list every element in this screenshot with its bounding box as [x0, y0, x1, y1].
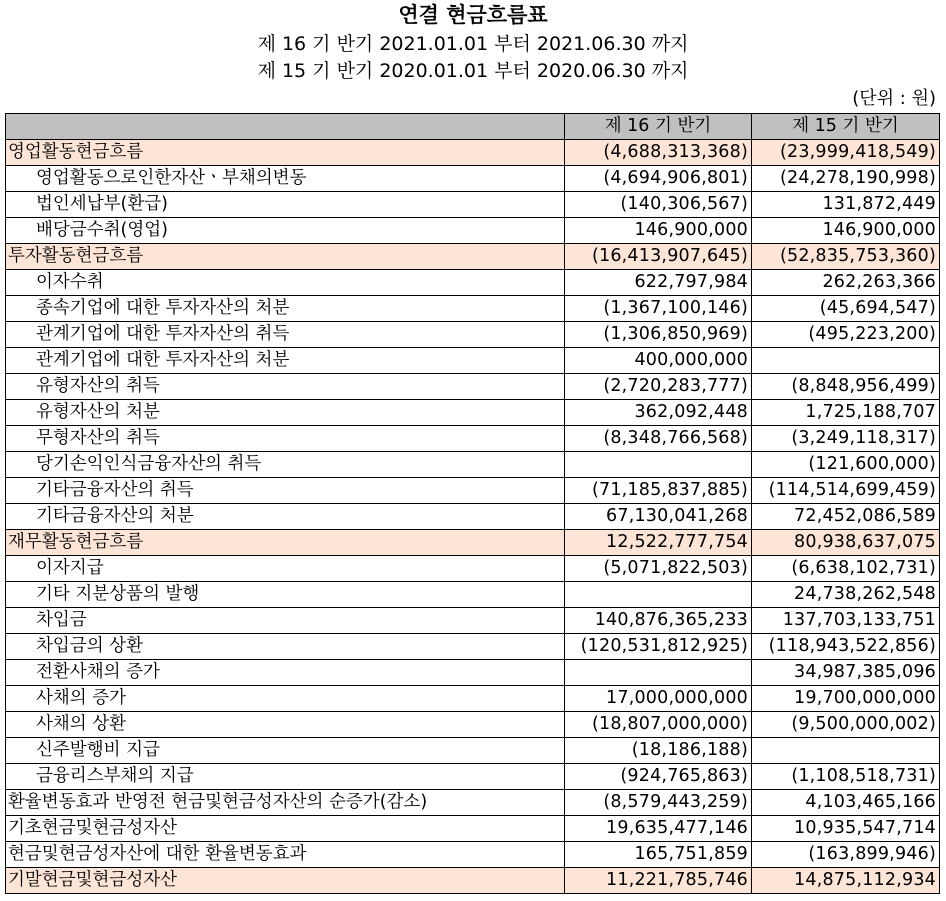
table-row [6, 842, 940, 868]
row-label: 법인세납부(환급) [6, 192, 565, 218]
row-previous-value: (114,514,699,459) [752, 478, 940, 504]
row-previous-value: 137,703,133,751 [752, 608, 940, 634]
table-row [6, 218, 940, 244]
row-label: 당기손익인식금융자산의 취득 [6, 452, 565, 478]
row-previous-value: (24,278,190,998) [752, 166, 940, 192]
row-previous-value: (3,249,118,317) [752, 426, 940, 452]
row-current-value: (120,531,812,925) [565, 634, 752, 660]
row-current-value: (2,720,283,777) [565, 374, 752, 400]
row-current-value: (18,186,188) [565, 738, 752, 764]
row-previous-value: 80,938,637,075 [752, 530, 940, 556]
row-label: 투자활동현금흐름 [6, 244, 565, 270]
table-row [6, 374, 940, 400]
row-previous-value: 72,452,086,589 [752, 504, 940, 530]
row-previous-value: (45,694,547) [752, 296, 940, 322]
header-label [6, 114, 565, 140]
row-previous-value: 34,987,385,096 [752, 660, 940, 686]
row-previous-value: 262,263,366 [752, 270, 940, 296]
table-row [6, 660, 940, 686]
row-label: 영업활동현금흐름 [6, 140, 565, 166]
header-current: 제 16 기 반기 [565, 114, 752, 140]
table-row [6, 322, 940, 348]
table-row [6, 296, 940, 322]
row-label: 기말현금및현금성자산 [6, 868, 565, 894]
table-header-row [6, 114, 940, 140]
row-label: 재무활동현금흐름 [6, 530, 565, 556]
row-label: 유형자산의 처분 [6, 400, 565, 426]
row-label: 기타금융자산의 취득 [6, 478, 565, 504]
row-current-value: 140,876,365,233 [565, 608, 752, 634]
row-previous-value: (121,600,000) [752, 452, 940, 478]
period-current: 제 16 기 반기 2021.01.01 부터 2021.06.30 까지 [257, 33, 689, 55]
table-row [6, 816, 940, 842]
row-previous-value: (9,500,000,002) [752, 712, 940, 738]
table-row [6, 790, 940, 816]
row-current-value: 12,522,777,754 [565, 530, 752, 556]
row-current-value: 362,092,448 [565, 400, 752, 426]
row-current-value [565, 452, 752, 478]
row-previous-value: 1,725,188,707 [752, 400, 940, 426]
row-current-value [565, 582, 752, 608]
table-row-section [6, 530, 940, 556]
row-current-value: 622,797,984 [565, 270, 752, 296]
row-previous-value: 10,935,547,714 [752, 816, 940, 842]
row-previous-value: (23,999,418,549) [752, 140, 940, 166]
table-row-section [6, 140, 940, 166]
row-previous-value: 146,900,000 [752, 218, 940, 244]
row-previous-value [752, 738, 940, 764]
row-current-value: (71,185,837,885) [565, 478, 752, 504]
table-row-section [6, 244, 940, 270]
row-label: 배당금수취(영업) [6, 218, 565, 244]
row-previous-value: (1,108,518,731) [752, 764, 940, 790]
row-label: 환율변동효과 반영전 현금및현금성자산의 순증가(감소) [6, 790, 565, 816]
period-previous: 제 15 기 반기 2020.01.01 부터 2020.06.30 까지 [257, 60, 689, 82]
row-current-value: (1,306,850,969) [565, 322, 752, 348]
row-label: 관계기업에 대한 투자자산의 취득 [6, 322, 565, 348]
row-current-value: (8,579,443,259) [565, 790, 752, 816]
row-previous-value: (163,899,946) [752, 842, 940, 868]
row-label: 신주발행비 지급 [6, 738, 565, 764]
row-current-value: 165,751,859 [565, 842, 752, 868]
table-row [6, 634, 940, 660]
row-label: 사채의 증가 [6, 686, 565, 712]
table-row [6, 166, 940, 192]
table-row [6, 348, 940, 374]
row-previous-value: (495,223,200) [752, 322, 940, 348]
table-row [6, 608, 940, 634]
table-row [6, 270, 940, 296]
row-label: 이자수취 [6, 270, 565, 296]
row-label: 차입금의 상환 [6, 634, 565, 660]
table-row [6, 192, 940, 218]
table-row [6, 556, 940, 582]
row-label: 종속기업에 대한 투자자산의 처분 [6, 296, 565, 322]
row-current-value: 146,900,000 [565, 218, 752, 244]
row-current-value: (4,694,906,801) [565, 166, 752, 192]
cash-flow-table [5, 113, 940, 894]
row-label: 전환사채의 증가 [6, 660, 565, 686]
header-previous: 제 15 기 반기 [752, 114, 940, 140]
row-previous-value: 4,103,465,166 [752, 790, 940, 816]
row-current-value: (4,688,313,368) [565, 140, 752, 166]
table-row [6, 582, 940, 608]
row-label: 차입금 [6, 608, 565, 634]
row-current-value: (8,348,766,568) [565, 426, 752, 452]
row-current-value: 400,000,000 [565, 348, 752, 374]
table-row [6, 686, 940, 712]
row-current-value: 11,221,785,746 [565, 868, 752, 894]
row-label: 영업활동으로인한자산ㆍ부채의변동 [6, 166, 565, 192]
row-current-value: (924,765,863) [565, 764, 752, 790]
table-row [6, 764, 940, 790]
row-label: 무형자산의 취득 [6, 426, 565, 452]
row-current-value: 17,000,000,000 [565, 686, 752, 712]
table-row [6, 426, 940, 452]
row-previous-value: 24,738,262,548 [752, 582, 940, 608]
table-body [6, 140, 940, 894]
row-previous-value [752, 348, 940, 374]
row-current-value: (5,071,822,503) [565, 556, 752, 582]
row-label: 기초현금및현금성자산 [6, 816, 565, 842]
row-label: 금융리스부채의 지급 [6, 764, 565, 790]
row-previous-value: (118,943,522,856) [752, 634, 940, 660]
table-row [6, 400, 940, 426]
statement-title: 연결 현금흐름표 [398, 3, 548, 27]
row-label: 관계기업에 대한 투자자산의 처분 [6, 348, 565, 374]
row-current-value: (1,367,100,146) [565, 296, 752, 322]
row-label: 이자지급 [6, 556, 565, 582]
row-label: 사채의 상환 [6, 712, 565, 738]
table-row [6, 504, 940, 530]
row-current-value: 19,635,477,146 [565, 816, 752, 842]
row-label: 현금및현금성자산에 대한 환율변동효과 [6, 842, 565, 868]
row-current-value: 67,130,041,268 [565, 504, 752, 530]
row-current-value: (140,306,567) [565, 192, 752, 218]
row-label: 기타 지분상품의 발행 [6, 582, 565, 608]
row-previous-value: (6,638,102,731) [752, 556, 940, 582]
table-row [6, 712, 940, 738]
row-label: 기타금융자산의 처분 [6, 504, 565, 530]
row-label: 유형자산의 취득 [6, 374, 565, 400]
row-previous-value: 131,872,449 [752, 192, 940, 218]
row-current-value: (16,413,907,645) [565, 244, 752, 270]
row-previous-value: (8,848,956,499) [752, 374, 940, 400]
unit-label: (단위 : 원) [852, 88, 936, 109]
table-row-section [6, 868, 940, 894]
table-row [6, 738, 940, 764]
table-row [6, 478, 940, 504]
row-previous-value: 19,700,000,000 [752, 686, 940, 712]
row-previous-value: 14,875,112,934 [752, 868, 940, 894]
row-previous-value: (52,835,753,360) [752, 244, 940, 270]
row-current-value: (18,807,000,000) [565, 712, 752, 738]
row-current-value [565, 660, 752, 686]
table-row [6, 452, 940, 478]
